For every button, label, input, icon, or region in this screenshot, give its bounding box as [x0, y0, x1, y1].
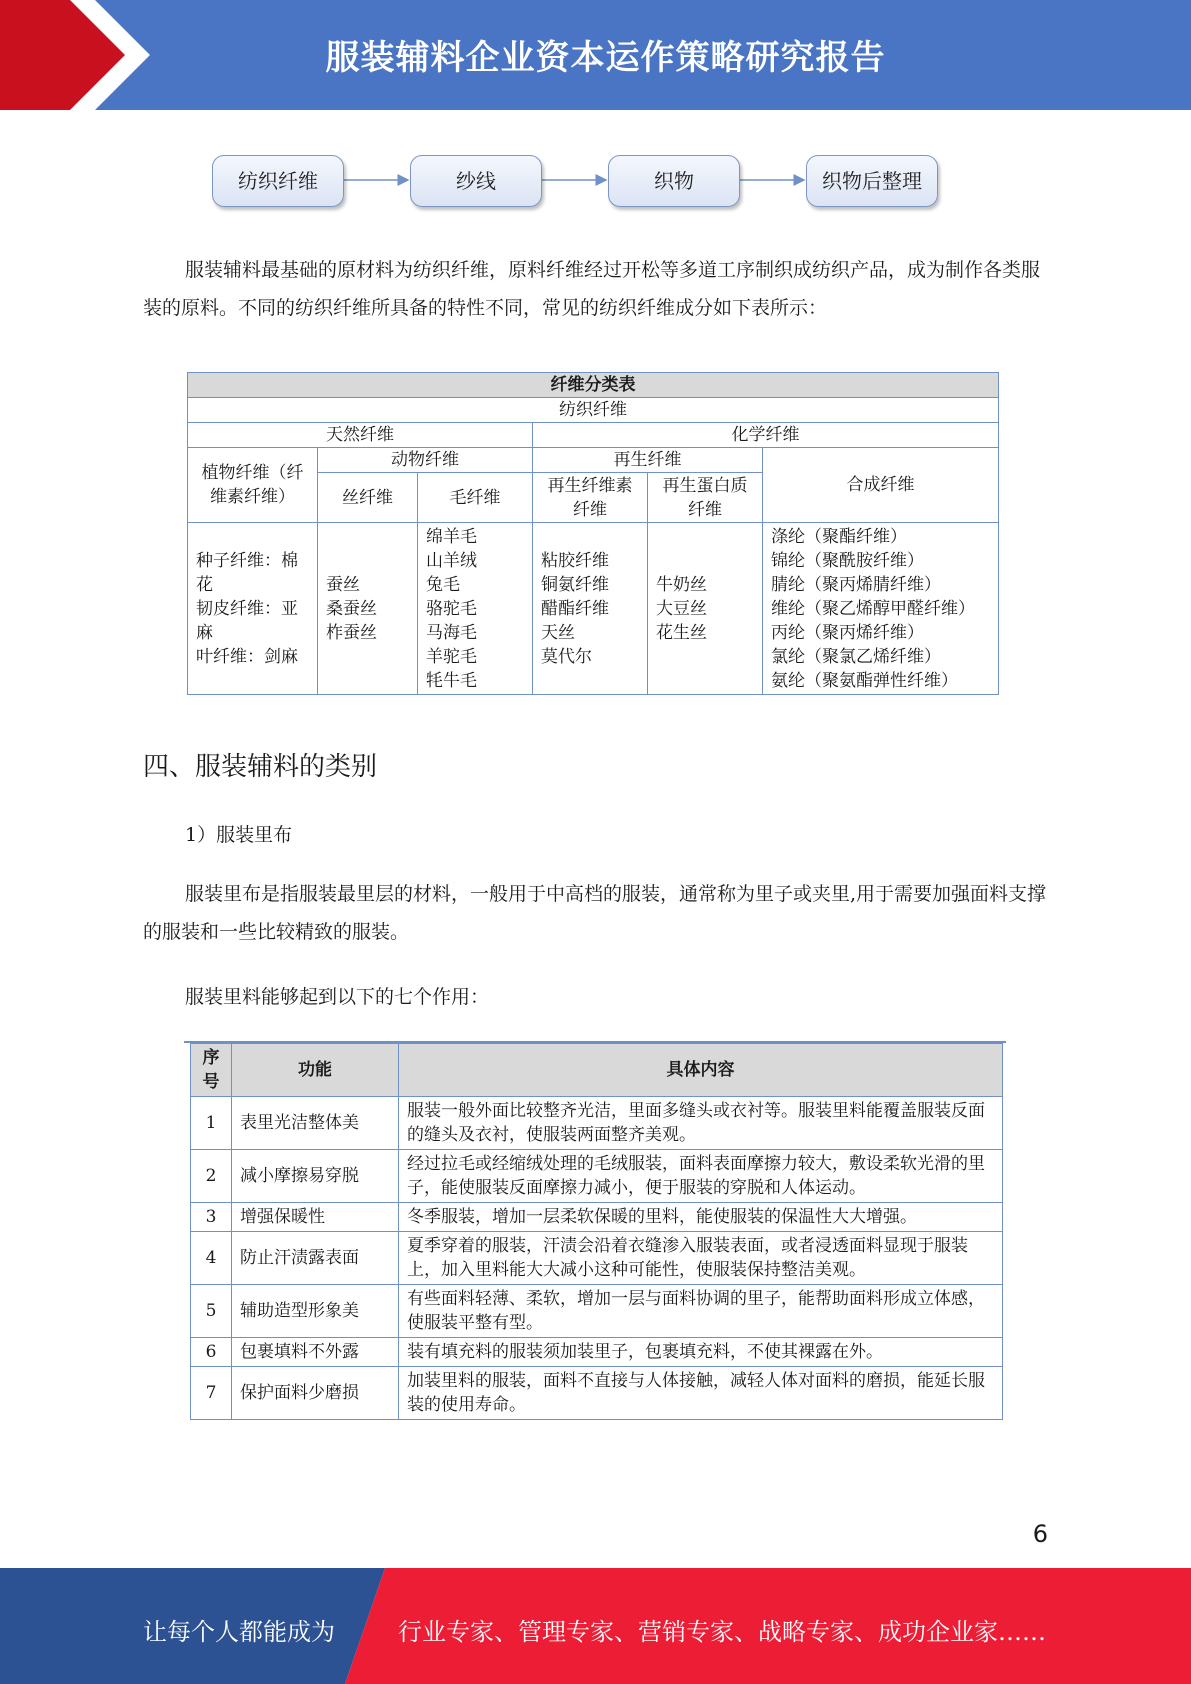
list-item: 牦牛毛 — [426, 670, 477, 691]
list-item: 桑蚕丝 — [326, 598, 377, 619]
list-item: 天丝 — [541, 622, 575, 643]
table-header: 序号 — [191, 1044, 232, 1097]
function-name: 减小摩擦易穿脱 — [232, 1150, 399, 1203]
page-footer — [0, 1568, 1191, 1684]
function-detail: 服装一般外面比较整齐光洁，里面多缝头或衣衬等。服装里料能覆盖服装反面的缝头及衣衬，使服装两面整齐美观。 — [399, 1097, 1003, 1150]
table-cell: 动物纤维 — [318, 448, 533, 473]
lining-paragraph: 服装里布是指服装最里层的材料，一般用于中高档的服装，通常称为里子或夹里,用于需要加强面料支撑的服装和一些比较精致的服装。 — [143, 883, 1047, 943]
row-number: 2 — [191, 1150, 232, 1203]
table-row — [191, 1338, 1003, 1367]
table-row — [191, 1097, 1003, 1150]
function-name: 防止汗渍露表面 — [232, 1232, 399, 1285]
table-header: 具体内容 — [399, 1044, 1003, 1097]
table-row — [191, 1285, 1003, 1338]
functions-intro: 服装里料能够起到以下的七个作用： — [185, 986, 490, 1008]
list-item: 氨纶（聚氨酯弹性纤维） — [771, 670, 958, 691]
row-number: 5 — [191, 1285, 232, 1338]
row-number: 7 — [191, 1367, 232, 1420]
list-item: 柞蚕丝 — [326, 622, 377, 643]
list-item: 蚕丝 — [326, 574, 360, 595]
cellulose-fiber-list — [533, 523, 648, 695]
list-item: 醋酯纤维 — [541, 598, 609, 619]
table-row — [191, 1232, 1003, 1285]
silk-fiber-list — [318, 523, 418, 695]
list-item: 锦纶（聚酰胺纤维） — [771, 550, 924, 571]
function-name: 增强保暖性 — [232, 1203, 399, 1232]
list-item: 兔毛 — [426, 574, 460, 595]
list-item: 马海毛 — [426, 622, 477, 643]
plant-fiber-list — [188, 523, 318, 695]
protein-fiber-list — [648, 523, 763, 695]
list-item: 粘胶纤维 — [541, 550, 609, 571]
section-title: 四、服装辅料的类别 — [143, 752, 378, 782]
function-name: 包裹填料不外露 — [232, 1338, 399, 1367]
list-item: 腈纶（聚丙烯腈纤维） — [771, 574, 941, 595]
table-cell: 丝纤维 — [318, 473, 418, 523]
wool-fiber-list — [418, 523, 533, 695]
synthetic-fiber-list — [763, 523, 999, 695]
intro-paragraph: 服装辅料最基础的原材料为纺织纤维，原料纤维经过开松等多道工序制织成纺织产品，成为制作各类服装的原料。不同的纺织纤维所具备的特性不同，常见的纺织纤维成分如下表所示： — [143, 259, 1041, 319]
subsection-title: 1）服装里布 — [185, 824, 293, 846]
flow-step: 织物 — [608, 155, 740, 207]
list-item: 骆驼毛 — [426, 598, 477, 619]
table-cell: 再生蛋白质纤维 — [648, 473, 763, 523]
table-cell: 再生纤维素纤维 — [533, 473, 648, 523]
list-item: 绵羊毛 — [426, 526, 477, 547]
fiber-classification-table — [187, 372, 999, 695]
lining-functions-table — [190, 1043, 1003, 1420]
list-item: 羊驼毛 — [426, 646, 477, 667]
list-item: 种子纤维：棉花 — [196, 550, 298, 595]
function-detail: 加装里料的服装，面料不直接与人体接触，减轻人体对面料的磨损，能延长服装的使用寿命。 — [399, 1367, 1003, 1420]
list-item: 山羊绒 — [426, 550, 477, 571]
flow-step: 织物后整理 — [806, 155, 938, 207]
function-detail: 有些面料轻薄、柔软，增加一层与面料协调的里子，能帮助面料形成立体感，使服装平整有型。 — [399, 1285, 1003, 1338]
list-item: 大豆丝 — [656, 598, 707, 619]
row-number: 1 — [191, 1097, 232, 1150]
table-cell: 化学纤维 — [533, 423, 999, 448]
function-name: 表里光洁整体美 — [232, 1097, 399, 1150]
footer-slogan-left: 让每个人都能成为 — [143, 1618, 335, 1646]
table-cell: 毛纤维 — [418, 473, 533, 523]
list-item: 叶纤维：剑麻 — [196, 646, 298, 667]
table-row — [191, 1367, 1003, 1420]
list-item: 铜氨纤维 — [541, 574, 609, 595]
table-caption: 纤维分类表 — [188, 373, 999, 398]
list-item: 丙纶（聚丙烯纤维） — [771, 622, 924, 643]
page-number: 6 — [1032, 1520, 1048, 1548]
function-detail: 夏季穿着的服装，汗渍会沿着衣缝渗入服装表面，或者浸透面料显现于服装上，加入里料能大大减小这种可能性，使服装保持整洁美观。 — [399, 1232, 1003, 1285]
footer-slogan-right: 行业专家、管理专家、营销专家、战略专家、成功企业家…… — [398, 1618, 1046, 1646]
list-item: 韧皮纤维：亚麻 — [196, 598, 298, 643]
table-cell: 天然纤维 — [188, 423, 533, 448]
row-number: 6 — [191, 1338, 232, 1367]
list-item: 涤纶（聚酯纤维） — [771, 526, 907, 547]
table-row — [191, 1203, 1003, 1232]
list-item: 花生丝 — [656, 622, 707, 643]
list-item: 牛奶丝 — [656, 574, 707, 595]
function-detail: 装有填充料的服装须加装里子，包裹填充料，不使其裸露在外。 — [399, 1338, 1003, 1367]
function-detail: 经过拉毛或经缩绒处理的毛绒服装，面料表面摩擦力较大，敷设柔软光滑的里子，能使服装反面摩擦力减小，便于服装的穿脱和人体运动。 — [399, 1150, 1003, 1203]
function-name: 辅助造型形象美 — [232, 1285, 399, 1338]
table-cell: 植物纤维（纤维素纤维） — [188, 448, 318, 523]
row-number: 3 — [191, 1203, 232, 1232]
table-cell: 纺织纤维 — [188, 398, 999, 423]
table-header: 功能 — [232, 1044, 399, 1097]
page-header — [0, 0, 1191, 110]
function-name: 保护面料少磨损 — [232, 1367, 399, 1420]
table-cell: 合成纤维 — [763, 448, 999, 523]
table-row — [191, 1150, 1003, 1203]
list-item: 莫代尔 — [541, 646, 592, 667]
report-title: 服装辅料企业资本运作策略研究报告 — [325, 38, 886, 78]
flow-step: 纺织纤维 — [212, 155, 344, 207]
list-item: 维纶（聚乙烯醇甲醛纤维） — [771, 598, 975, 619]
flow-step: 纱线 — [410, 155, 542, 207]
table-cell: 再生纤维 — [533, 448, 763, 473]
list-item: 氯纶（聚氯乙烯纤维） — [771, 646, 941, 667]
function-detail: 冬季服装，增加一层柔软保暖的里料，能使服装的保温性大大增强。 — [399, 1203, 1003, 1232]
row-number: 4 — [191, 1232, 232, 1285]
